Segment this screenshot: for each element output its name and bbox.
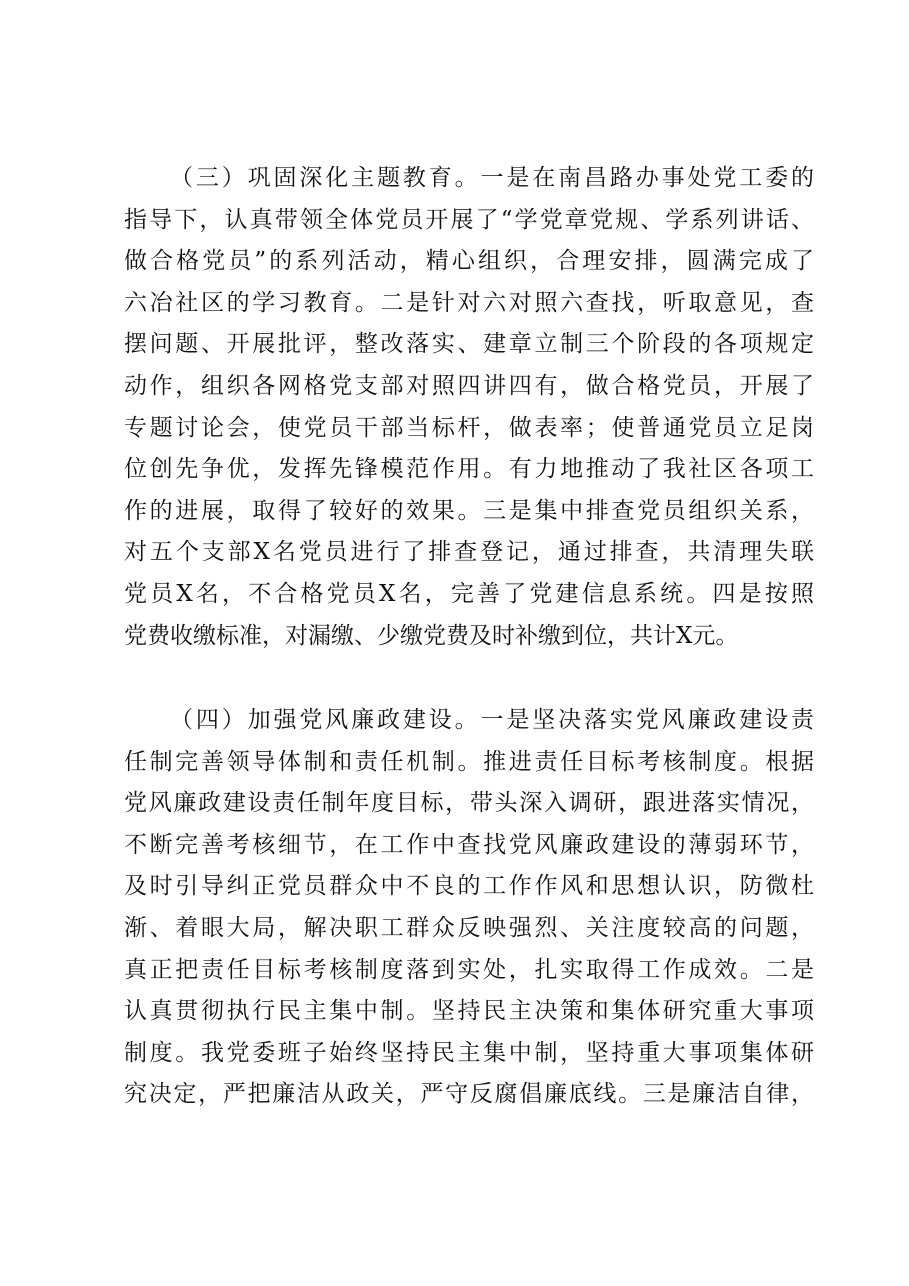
text-line: 对五个支部X名党员进行了排查登记，通过排查，共清理失联 — [124, 539, 814, 566]
text-line: 作的进展，取得了较好的效果。三是集中排查党员组织关系， — [124, 497, 814, 524]
text-line: （四）加强党风廉政建设。一是坚决落实党风廉政建设责 — [170, 707, 814, 733]
paragraph-consolidate-theme-education — [124, 158, 814, 657]
text-line: 认真贯彻执行民主集中制。坚持民主决策和集体研究重大事项 — [124, 998, 814, 1025]
text-line: （三）巩固深化主题教育。一是在南昌路办事处党工委的 — [170, 165, 814, 191]
text-line: 做合格党员”的系列活动，精心组织，合理安排，圆满完成了 — [124, 248, 814, 275]
text-line: 党员X名，不合格党员X名，完善了党建信息系统。四是按照 — [124, 580, 814, 607]
text-line: 位创先争优，发挥先锋模范作用。有力地推动了我社区各项工 — [124, 456, 814, 483]
text-line: 党费收缴标准，对漏缴、少缴党费及时补缴到位，共计X元。 — [124, 622, 739, 649]
text-line: 究决定，严把廉洁从政关，严守反腐倡廉底线。三是廉洁自律， — [124, 1081, 814, 1108]
text-line: 不断完善考核细节，在工作中查找党风廉政建设的薄弱环节， — [124, 831, 814, 858]
text-line: 制度。我党委班子始终坚持民主集中制，坚持重大事项集体研 — [124, 1039, 814, 1066]
text-line: 党风廉政建设责任制年度目标，带头深入调研，跟进落实情况， — [124, 790, 814, 817]
text-line: 渐、着眼大局，解决职工群众反映强烈、关注度较高的问题， — [124, 914, 814, 941]
paragraph-strengthen-integrity — [124, 700, 814, 1116]
text-line: 六冶社区的学习教育。二是针对六对照六查找，听取意见，查 — [124, 289, 814, 316]
text-line: 动作，组织各网格党支部对照四讲四有，做合格党员，开展了 — [124, 372, 814, 399]
text-line: 摆问题、开展批评，整改落实、建章立制三个阶段的各项规定 — [124, 331, 814, 358]
text-line: 专题讨论会，使党员干部当标杆，做表率；使普通党员立足岗 — [124, 414, 814, 441]
text-line: 及时引导纠正党员群众中不良的工作作风和思想认识，防微杜 — [124, 873, 814, 900]
text-line: 任制完善领导体制和责任机制。推进责任目标考核制度。根据 — [124, 748, 814, 775]
text-line: 真正把责任目标考核制度落到实处，扎实取得工作成效。二是 — [124, 956, 814, 983]
text-line: 指导下，认真带领全体党员开展了“学党章党规、学系列讲话、 — [124, 206, 814, 233]
